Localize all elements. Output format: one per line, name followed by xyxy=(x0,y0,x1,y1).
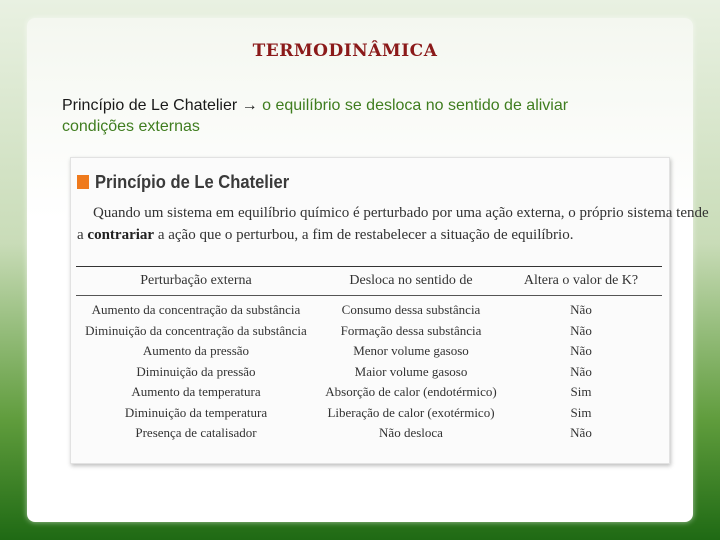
cell-shift: Absorção de calor (endotérmico) xyxy=(325,384,497,400)
cell-shift: Liberação de calor (exotérmico) xyxy=(327,404,495,420)
intro-lead: Princípio de Le Chatelier xyxy=(62,97,238,114)
table-top-rule xyxy=(76,266,662,267)
cell-perturbation: Diminuição da temperatura xyxy=(124,404,268,420)
table-body xyxy=(76,300,662,444)
paragraph-line-2-post: a ação que o perturbou, a fim de restabelecer a situação de equilíbrio. xyxy=(154,227,574,243)
cell-shift: Consumo dessa substância xyxy=(341,302,481,318)
cell-shift: Não desloca xyxy=(379,425,443,441)
paragraph-line-2 xyxy=(77,224,669,246)
cell-perturbation: Aumento da temperatura xyxy=(131,384,261,400)
cell-perturbation: Aumento da pressão xyxy=(142,343,250,359)
perturbation-table xyxy=(76,268,662,441)
table-row xyxy=(76,300,662,321)
heading-square-icon xyxy=(77,175,89,189)
cell-k-change: Não xyxy=(570,363,592,379)
intro-green: o equilíbrio se desloca no sentido de aliviar xyxy=(257,97,569,114)
cell-k-change: Sim xyxy=(570,384,592,400)
paragraph-line-2-pre: a xyxy=(77,227,88,243)
figure-heading xyxy=(77,170,306,194)
figure-title: Princípio de Le Chatelier xyxy=(95,171,290,192)
le-chatelier-figure xyxy=(70,157,709,464)
intro-continuation: condições externas xyxy=(62,118,200,135)
cell-shift: Menor volume gasoso xyxy=(353,343,469,359)
cell-perturbation: Diminuição da pressão xyxy=(136,363,256,379)
cell-k-change: Não xyxy=(570,425,592,441)
header-perturbation: Perturbação externa xyxy=(140,273,252,288)
arrow-icon: → xyxy=(241,97,258,114)
paragraph-bold-word: contrariar xyxy=(87,227,155,243)
header-k-change: Altera o valor de K? xyxy=(523,273,639,288)
cell-shift: Formação dessa substância xyxy=(340,322,482,338)
cell-k-change: Não xyxy=(570,302,592,318)
header-shift: Desloca no sentido de xyxy=(349,273,473,288)
table-header-rule xyxy=(76,295,662,296)
table-header xyxy=(76,268,662,294)
cell-perturbation: Diminuição da concentração da substância xyxy=(85,322,307,338)
paragraph-line-1: Quando um sistema em equilíbrio químico é perturbado por uma ação externa, o próprio sistema tende xyxy=(93,205,709,221)
cell-perturbation: Presença de catalisador xyxy=(135,425,257,441)
figure-paragraph xyxy=(77,202,709,246)
table-row xyxy=(76,362,662,383)
table-row xyxy=(76,423,662,444)
table-row xyxy=(76,341,662,362)
slide-title: TERMODINÂMICA xyxy=(252,41,438,61)
table-row xyxy=(76,403,662,424)
cell-k-change: Sim xyxy=(570,404,592,420)
table-row xyxy=(76,321,662,342)
cell-shift: Maior volume gasoso xyxy=(354,363,468,379)
cell-perturbation: Aumento da concentração da substância xyxy=(91,302,301,318)
cell-k-change: Não xyxy=(570,343,592,359)
cell-k-change: Não xyxy=(570,322,592,338)
intro-text xyxy=(62,95,662,137)
table-row xyxy=(76,382,662,403)
